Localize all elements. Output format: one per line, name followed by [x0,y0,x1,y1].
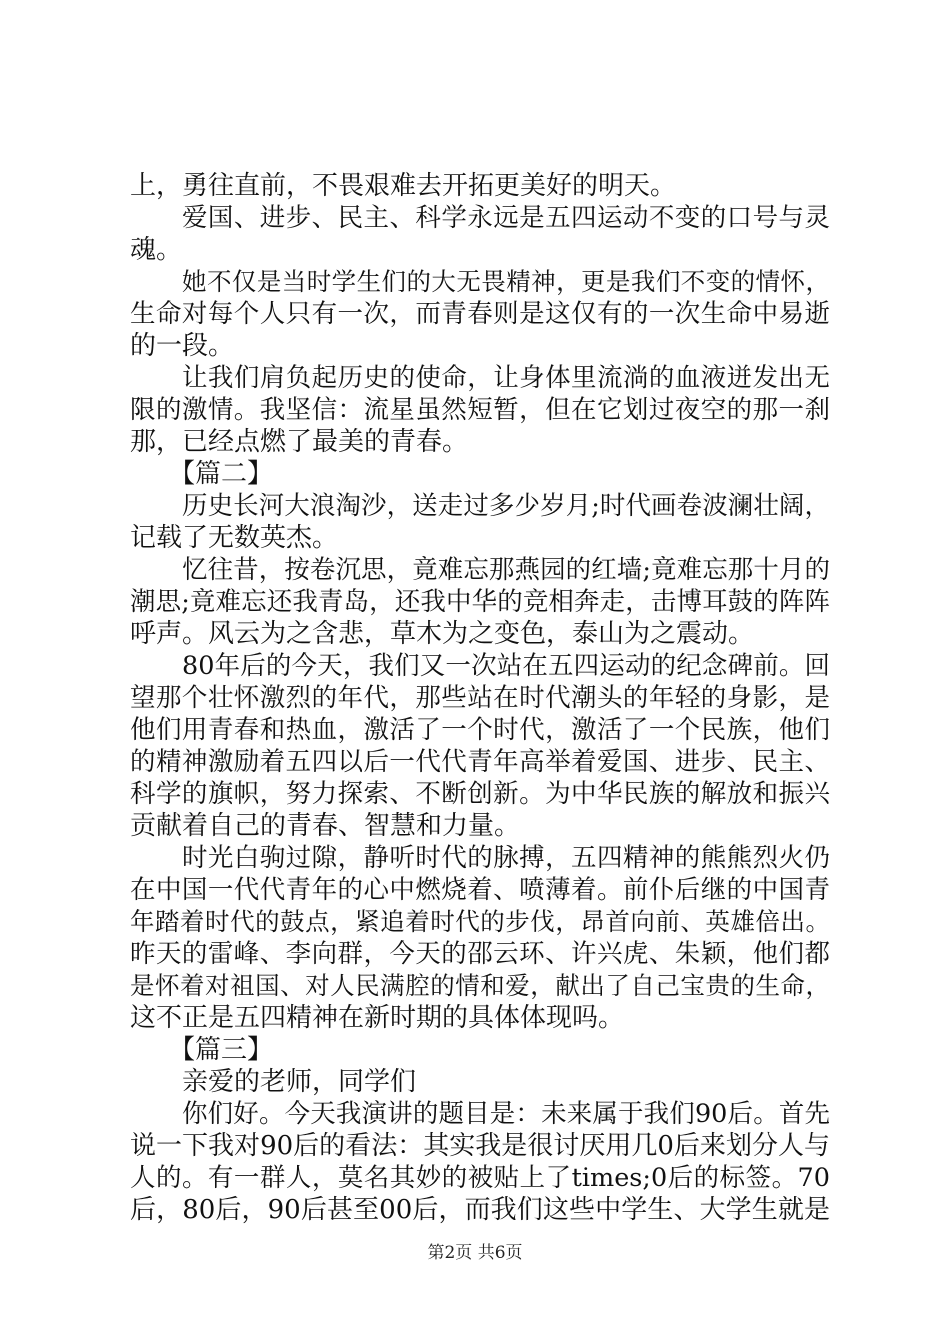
text-line: 【篇二】 [169,459,274,489]
text-line: 亲爱的老师，同学们 [182,1067,417,1097]
text-line: 他们用青春和热血，激活了一个时代，激活了一个民族，他们 [130,715,830,745]
text-line: 是怀着对祖国、对人民满腔的情和爱，献出了自己宝贵的生命， [130,971,830,1000]
text-line: 潮思;竟难忘还我青岛，还我中华的竞相奔走，击博耳鼓的阵阵 [130,587,830,617]
text-line: 贡献着自己的青春、智慧和力量。 [130,811,521,841]
text-line: 历史长河大浪淘沙，送走过多少岁月;时代画卷波澜壮阔， [182,491,830,521]
text-line: 望那个壮怀激烈的年代，那些站在时代潮头的年轻的身影，是 [130,683,830,713]
text-line: 魂。 [130,235,183,265]
text-line: 让我们肩负起历史的使命，让身体里流淌的血液迸发出无 [182,363,830,393]
text-line: 年踏着时代的鼓点，紧追着时代的步伐，昂首向前、英雄倍出。 [130,907,830,936]
text-line: 忆往昔，按卷沉思，竟难忘那燕园的红墙;竟难忘那十月的 [182,555,830,585]
text-line: 呼声。风云为之含悲，草木为之变色，泰山为之震动。 [130,619,755,649]
text-line: 时光白驹过隙，静听时代的脉搏，五四精神的熊熊烈火仍 [182,843,830,873]
text-line: 限的激情。我坚信：流星虽然短暂，但在它划过夜空的那一刹 [130,395,830,425]
text-line: 的一段。 [130,331,235,361]
text-line: 你们好。今天我演讲的题目是：未来属于我们90后。首先 [182,1099,830,1129]
text-line: 昨天的雷峰、李向群，今天的邵云环、许兴虎、朱颖，他们都 [130,939,830,969]
text-line: 80年后的今天，我们又一次站在五四运动的纪念碑前。回 [182,651,830,681]
text-line: 她不仅是当时学生们的大无畏精神，更是我们不变的情怀， [182,267,830,296]
text-line: 人的。有一群人，莫名其妙的被贴上了times;0后的标签。70 [130,1163,830,1193]
text-line: 这不正是五四精神在新时期的具体体现吗。 [130,1003,625,1033]
page-footer: 第2页 共6页 [427,1243,523,1263]
text-line: 上，勇往直前，不畏艰难去开拓更美好的明天。 [130,171,677,201]
text-line: 那，已经点燃了最美的青春。 [130,427,469,457]
text-line: 后，80后，90后甚至00后，而我们这些中学生、大学生就是 [130,1195,830,1225]
text-line: 爱国、进步、民主、科学永远是五四运动不变的口号与灵 [182,203,830,233]
text-line: 记载了无数英杰。 [130,523,339,553]
document-body [130,170,830,1226]
text-line: 说一下我对90后的看法：其实我是很讨厌用几0后来划分人与 [130,1131,830,1161]
text-line: 的精神激励着五四以后一代代青年高举着爱国、进步、民主、 [130,747,830,777]
text-line: 在中国一代代青年的心中燃烧着、喷薄着。前仆后继的中国青 [130,875,830,905]
text-line: 生命对每个人只有一次，而青春则是这仅有的一次生命中易逝 [130,299,830,329]
text-line: 科学的旗帜，努力探索、不断创新。为中华民族的解放和振兴 [130,779,830,809]
text-line: 【篇三】 [169,1035,274,1065]
